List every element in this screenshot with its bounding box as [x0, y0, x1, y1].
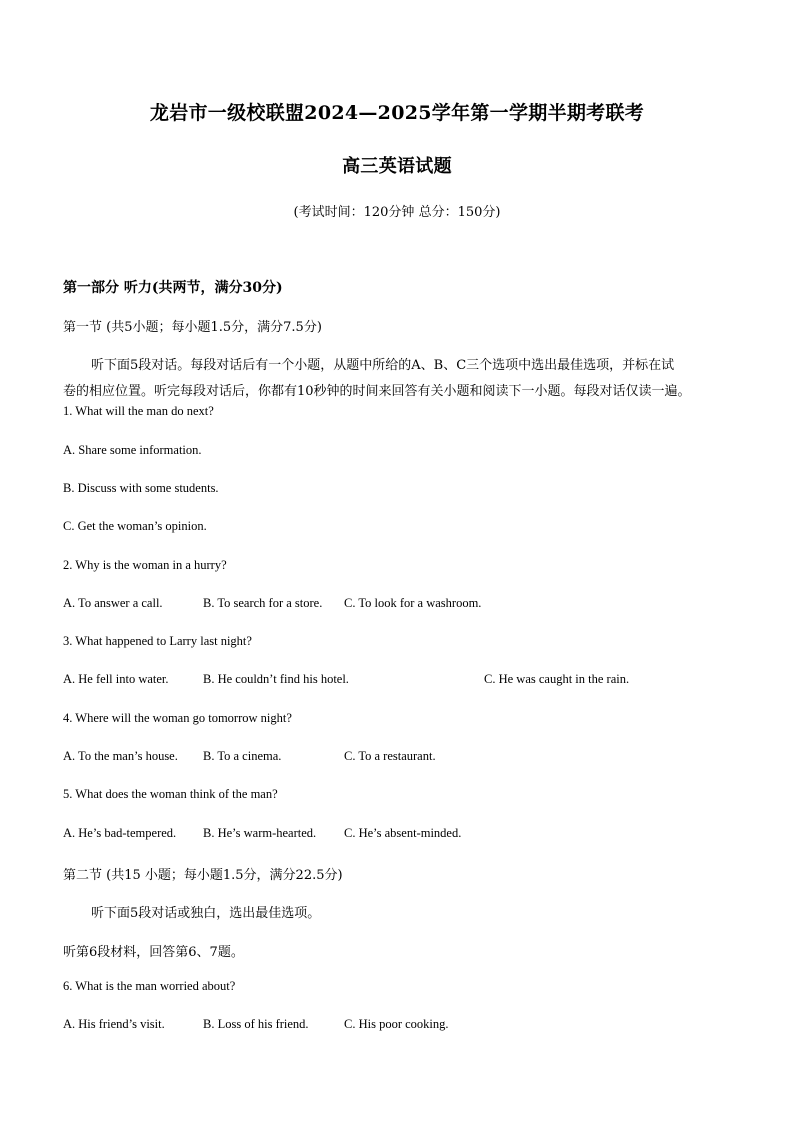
section2-heading: 第二节 (共15 小题；每小题1.5分，满分22.5分) [63, 868, 343, 883]
question-4-option-b: B. To a cinema. [203, 749, 282, 763]
question-2-stem: 2. Why is the woman in a hurry? [63, 558, 227, 572]
question-6-option-a: A. His friend’s visit. [63, 1017, 165, 1031]
section1-heading: 第一节 (共5小题；每小题1.5分，满分7.5分) [63, 320, 322, 335]
question-3-stem: 3. What happened to Larry last night? [63, 634, 252, 648]
question-2-option-b: B. To search for a store. [203, 596, 323, 610]
question-3-option-a: A. He fell into water. [63, 672, 169, 686]
question-2-option-c: C. To look for a washroom. [344, 596, 482, 610]
exam-subtitle: 高三英语试题 [342, 156, 452, 177]
section1-instructions-line1: 听下面5段对话。每段对话后有一个小题，从题中所给的A、B、C三个选项中选出最佳选项，并标在试 [91, 358, 675, 373]
question-2-option-a: A. To answer a call. [63, 596, 163, 610]
question-1-stem: 1. What will the man do next? [63, 404, 214, 418]
question-3-option-b: B. He couldn’t find his hotel. [203, 672, 349, 686]
question-1-option-c: C. Get the woman’s opinion. [63, 519, 207, 533]
section1-instructions-line2: 卷的相应位置。听完每段对话后，你都有10秒钟的时间来回答有关小题和阅读下一小题。每段对话仅读一遍。 [63, 384, 691, 399]
question-5-stem: 5. What does the woman think of the man? [63, 787, 278, 801]
section2-instructions: 听下面5段对话或独白，选出最佳选项。 [91, 906, 321, 921]
question-6-option-c: C. His poor cooking. [344, 1017, 449, 1031]
question-6-stem: 6. What is the man worried about? [63, 979, 236, 993]
part1-heading: 第一部分 听力(共两节，满分30分) [63, 280, 283, 296]
material-note: 听第6段材料，回答第6、7题。 [63, 945, 244, 960]
question-6-option-b: B. Loss of his friend. [203, 1017, 309, 1031]
question-5-option-b: B. He’s warm-hearted. [203, 826, 317, 840]
question-4-option-a: A. To the man’s house. [63, 749, 178, 763]
question-4-option-c: C. To a restaurant. [344, 749, 436, 763]
question-1-option-b: B. Discuss with some students. [63, 481, 219, 495]
question-5-option-a: A. He’s bad-tempered. [63, 826, 177, 840]
question-1-option-a: A. Share some information. [63, 443, 202, 457]
question-4-stem: 4. Where will the woman go tomorrow night? [63, 711, 292, 725]
exam-info: (考试时间：120分钟 总分：150分) [293, 205, 501, 220]
question-5-option-c: C. He’s absent-minded. [344, 826, 462, 840]
question-3-option-c: C. He was caught in the rain. [484, 672, 630, 686]
exam-title: 龙岩市一级校联盟2024—2025学年第一学期半期考联考 [149, 102, 645, 124]
